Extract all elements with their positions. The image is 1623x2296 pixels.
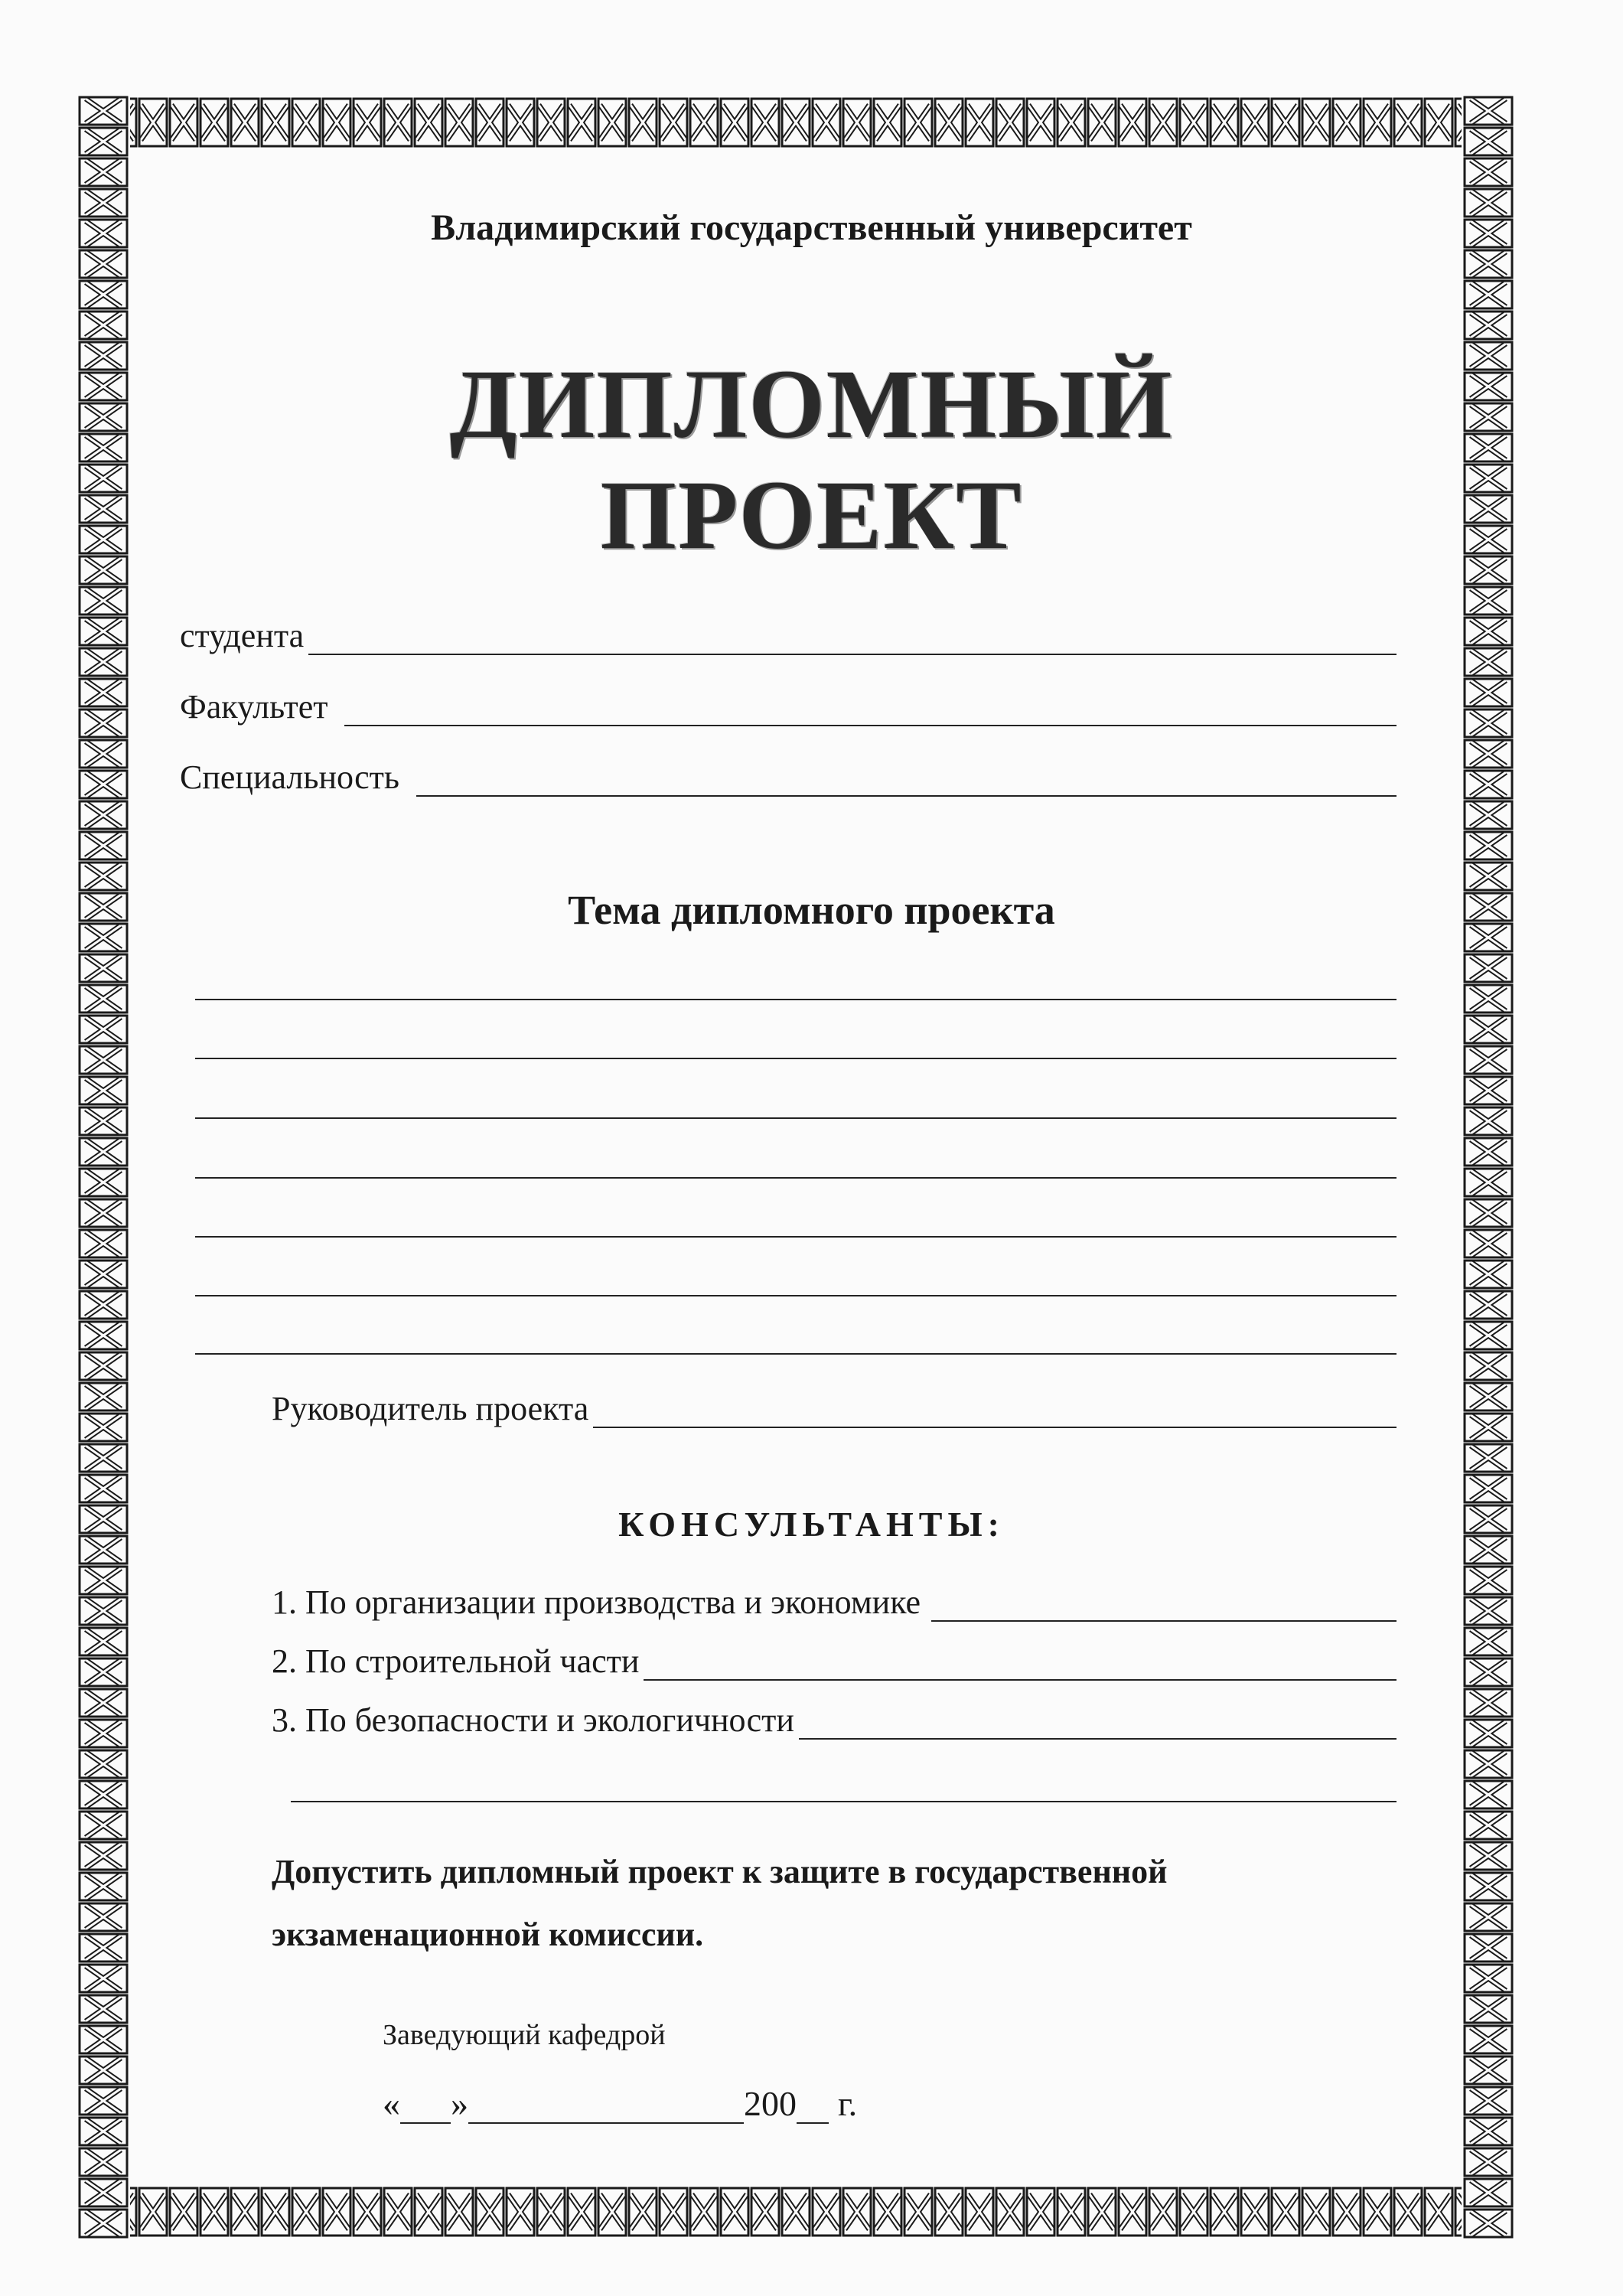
consultant-safety-label: 3. По безопасности и экологичности: [272, 1701, 794, 1739]
consultant-construction-blank-line[interactable]: [644, 1652, 1396, 1681]
topic-blank-line[interactable]: [195, 1295, 1396, 1296]
topic-blank-line[interactable]: [195, 999, 1396, 1000]
consultant-safety: [272, 1701, 1396, 1740]
date-year-blank[interactable]: [797, 2096, 829, 2124]
date-field: [383, 2083, 857, 2124]
topic-blank-line[interactable]: [195, 1177, 1396, 1179]
ornamental-border-bottom: [77, 2185, 1515, 2239]
head-of-department-label: Заведующий кафедрой: [383, 2019, 666, 2051]
topic-blank-line[interactable]: [195, 1353, 1396, 1355]
specialty-field: [180, 758, 1396, 797]
consultant-construction: [272, 1642, 1396, 1681]
student-label: студента: [180, 617, 305, 654]
document-title-line2: ПРОЕКТ: [600, 461, 1023, 569]
supervisor-label: Руководитель проекта: [272, 1390, 589, 1427]
student-field: [180, 616, 1396, 655]
consultant-economics-blank-line[interactable]: [931, 1593, 1396, 1622]
supervisor-field: [272, 1389, 1396, 1428]
faculty-field: [180, 687, 1396, 726]
faculty-label: Факультет: [180, 688, 328, 726]
date-close-quote: »: [451, 2084, 468, 2123]
date-month-blank[interactable]: [468, 2096, 744, 2124]
consultant-economics: [272, 1583, 1396, 1622]
consultant-construction-label: 2. По строительной части: [272, 1642, 640, 1680]
topic-blank-line[interactable]: [195, 1058, 1396, 1059]
date-year-suffix: г.: [838, 2084, 858, 2123]
consultant-extra-blank-line[interactable]: [291, 1801, 1396, 1802]
ornamental-border-top: [77, 96, 1515, 149]
approval-text-line2: экзаменационной комиссии.: [272, 1916, 704, 1953]
consultants-heading: КОНСУЛЬТАНТЫ:: [618, 1505, 1005, 1544]
date-open-quote: «: [383, 2084, 400, 2123]
consultant-safety-blank-line[interactable]: [799, 1711, 1396, 1740]
specialty-blank-line[interactable]: [416, 768, 1396, 797]
consultant-economics-label: 1. По организации производства и экономике: [272, 1583, 921, 1621]
topic-blank-line[interactable]: [195, 1236, 1396, 1238]
student-blank-line[interactable]: [308, 626, 1396, 655]
approval-text-line1: Допустить дипломный проект к защите в государственной: [272, 1853, 1168, 1890]
document-title-line1: ДИПЛОМНЫЙ: [449, 350, 1174, 458]
date-day-blank[interactable]: [400, 2096, 451, 2124]
university-name: Владимирский государственный университет: [431, 207, 1192, 248]
topic-heading: Тема дипломного проекта: [568, 887, 1055, 933]
supervisor-blank-line[interactable]: [593, 1399, 1396, 1428]
date-year-prefix: 200: [744, 2084, 797, 2123]
topic-blank-line[interactable]: [195, 1117, 1396, 1119]
specialty-label: Специальность: [180, 758, 399, 796]
faculty-blank-line[interactable]: [344, 697, 1396, 726]
